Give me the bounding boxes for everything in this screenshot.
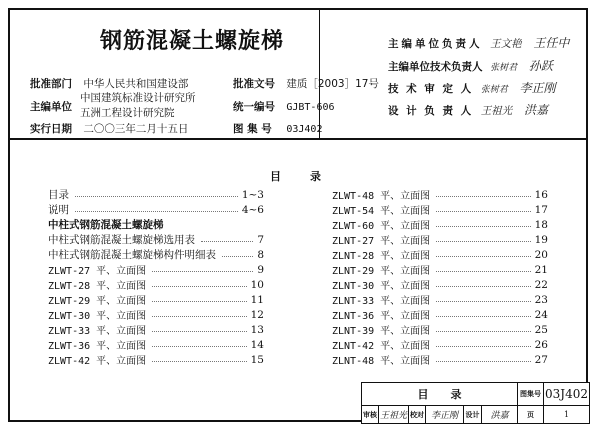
atlas-no-value: 03J402 <box>286 124 323 135</box>
design-signature: 洪嘉 <box>482 406 518 423</box>
toc-item-page: 4~6 <box>241 203 264 216</box>
toc-item-title: 目录 <box>48 189 69 201</box>
toc-item-page: 20 <box>534 248 548 261</box>
effective-date-label: 实行日期 <box>30 123 72 135</box>
leader-dots <box>201 241 253 242</box>
toc-item-page: 17 <box>534 203 548 216</box>
leader-dots <box>436 271 530 272</box>
title-block <box>361 382 590 424</box>
check-label: 校对 <box>409 406 426 423</box>
signature-row <box>388 57 553 74</box>
toc-item[interactable] <box>332 217 548 232</box>
toc-item-page: 7 <box>257 233 264 246</box>
toc-item-title: ZLWT-27 平、立面图 <box>48 266 147 277</box>
leader-dots <box>152 286 246 287</box>
leader-dots <box>222 256 253 257</box>
toc-item[interactable] <box>332 232 548 247</box>
toc-item-title: ZLWT-33 平、立面图 <box>48 326 147 337</box>
approval-doc-label: 批准文号 <box>233 78 275 90</box>
leader-dots <box>436 331 530 332</box>
atlas-no <box>233 121 322 136</box>
approval-dept-value: 中华人民共和国建设部 <box>83 78 189 90</box>
toc-item[interactable] <box>332 277 548 292</box>
signature-countersign: 孙跃 <box>528 59 553 73</box>
toc-item[interactable] <box>332 187 548 202</box>
leader-dots <box>436 196 530 197</box>
toc-item[interactable] <box>332 262 548 277</box>
toc-item-title: ZLNT-30 平、立面图 <box>332 281 431 292</box>
leader-dots <box>436 226 530 227</box>
sheet-title: 目 录 <box>362 383 518 406</box>
approval-dept-label: 批准部门 <box>30 78 72 90</box>
leader-dots <box>152 361 246 362</box>
signature-row <box>388 79 555 96</box>
leader-dots <box>152 271 253 272</box>
toc-item-title: 说明 <box>48 204 69 216</box>
toc-item-page: 12 <box>250 308 264 321</box>
toc-item[interactable] <box>48 247 264 262</box>
toc-item-page: 22 <box>534 278 548 291</box>
toc-item-title: ZLWT-60 平、立面图 <box>332 221 431 232</box>
toc-item[interactable] <box>48 337 264 352</box>
leader-dots <box>436 241 530 242</box>
document-title: 钢筋混凝土螺旋梯 <box>100 29 285 54</box>
leader-dots <box>436 286 530 287</box>
review-label: 审核 <box>362 406 379 423</box>
editor-unit-label: 主编单位 <box>30 101 72 113</box>
toc-section-heading <box>48 217 264 232</box>
approval-dept <box>30 76 188 91</box>
toc-item-page: 24 <box>534 308 548 321</box>
toc-item-page: 16 <box>534 188 548 201</box>
toc-item-page: 23 <box>534 293 548 306</box>
unified-no-label: 统一编号 <box>233 101 275 113</box>
signature-name: 张树君 <box>490 63 518 73</box>
toc-item-title: ZLWT-30 平、立面图 <box>48 311 147 322</box>
toc-item[interactable] <box>332 352 548 367</box>
atlas-no-label: 图 集 号 <box>233 123 272 135</box>
editor-unit-line1: 中国建筑标准设计研究所 <box>80 92 196 104</box>
toc-item-title: ZLNT-48 平、立面图 <box>332 356 431 367</box>
toc-item-page: 13 <box>250 323 264 336</box>
approval-doc <box>233 76 379 91</box>
toc-item[interactable] <box>48 232 264 247</box>
toc-item[interactable] <box>332 247 548 262</box>
toc-item-title: ZLWT-28 平、立面图 <box>48 281 147 292</box>
review-signature: 王祖光 <box>379 406 409 423</box>
signature-role: 技 术 审 定 人 <box>388 83 474 95</box>
toc-heading-left: 目 <box>270 170 281 183</box>
atlas-value: 03J402 <box>544 383 589 406</box>
toc-heading-right: 录 <box>310 170 321 183</box>
toc-item-title: ZLWT-42 平、立面图 <box>48 356 147 367</box>
toc-item-page: 18 <box>534 218 548 231</box>
toc-item-page: 9 <box>257 263 264 276</box>
unified-no <box>233 99 335 114</box>
unified-no-value: GJBT-606 <box>286 102 335 113</box>
leader-dots <box>436 211 530 212</box>
toc-item[interactable] <box>332 292 548 307</box>
leader-dots <box>152 331 246 332</box>
toc-item[interactable] <box>48 292 264 307</box>
toc-section-title: 中柱式钢筋混凝土螺旋梯 <box>48 219 164 231</box>
toc-item-title: ZLNT-42 平、立面图 <box>332 341 431 352</box>
toc-item[interactable] <box>332 337 548 352</box>
toc-item-title: 中柱式钢筋混凝土螺旋梯选用表 <box>48 234 195 246</box>
leader-dots <box>152 346 246 347</box>
check-signature: 李正刚 <box>426 406 464 423</box>
signature-role: 主编单位技术负责人 <box>388 61 483 73</box>
approval-doc-value: 建质［2003］17号 <box>286 78 379 90</box>
toc-item-page: 25 <box>534 323 548 336</box>
toc-item-title: ZLNT-36 平、立面图 <box>332 311 431 322</box>
toc-item[interactable] <box>332 307 548 322</box>
signature-name: 王文艳 <box>490 38 522 50</box>
toc-item[interactable] <box>48 322 264 337</box>
toc-item-page: 14 <box>250 338 264 351</box>
toc-item[interactable] <box>48 277 264 292</box>
signature-role: 设 计 负 责 人 <box>388 105 474 117</box>
toc-item-page: 15 <box>250 353 264 366</box>
toc-item[interactable] <box>332 202 548 217</box>
toc-item-page: 19 <box>534 233 548 246</box>
signature-countersign: 李正刚 <box>519 81 556 95</box>
toc-item-page: 11 <box>250 293 264 306</box>
toc-item[interactable] <box>48 352 264 367</box>
toc-item-page: 21 <box>534 263 548 276</box>
toc-item-page: 10 <box>250 278 264 291</box>
leader-dots <box>436 361 530 362</box>
toc-item-title: ZLWT-54 平、立面图 <box>332 206 431 217</box>
signature-name: 张树君 <box>480 85 508 95</box>
header-divider <box>8 138 588 140</box>
toc-item[interactable] <box>332 322 548 337</box>
atlas-label: 图集号 <box>518 383 544 406</box>
toc-item-page: 8 <box>257 248 264 261</box>
leader-dots <box>436 301 530 302</box>
toc-item-title: ZLNT-28 平、立面图 <box>332 251 431 262</box>
effective-date-value: 二〇〇三年二月十五日 <box>83 123 189 135</box>
leader-dots <box>436 346 530 347</box>
editor-unit-line2: 五洲工程设计研究院 <box>80 107 175 119</box>
leader-dots <box>152 301 246 302</box>
leader-dots <box>436 256 530 257</box>
toc-item-page: 27 <box>534 353 548 366</box>
signature-role: 主编单位负责人 <box>388 38 483 50</box>
design-label: 设计 <box>464 406 482 423</box>
effective-date <box>30 121 188 136</box>
leader-dots <box>152 316 246 317</box>
leader-dots <box>75 211 238 212</box>
page-number: 1 <box>563 410 570 419</box>
signature-name: 王祖光 <box>480 105 513 117</box>
signature-countersign: 王任中 <box>533 36 570 50</box>
toc-item-title: ZLWT-29 平、立面图 <box>48 296 147 307</box>
toc-item-title: ZLWT-36 平、立面图 <box>48 341 147 352</box>
signature-row <box>388 101 548 118</box>
leader-dots <box>75 196 238 197</box>
toc-item[interactable] <box>48 307 264 322</box>
editor-unit-label-wrap <box>30 99 74 114</box>
toc-item-title: ZLWT-48 平、立面图 <box>332 191 431 202</box>
toc-item[interactable] <box>48 202 264 217</box>
toc-item-page: 26 <box>534 338 548 351</box>
toc-item[interactable] <box>48 262 264 277</box>
signature-countersign: 洪嘉 <box>523 103 548 117</box>
toc-item[interactable] <box>48 187 264 202</box>
toc-item-title: ZLNT-39 平、立面图 <box>332 326 431 337</box>
page-label: 页 <box>518 406 544 423</box>
header-vertical-divider <box>319 8 320 139</box>
toc-item-page: 1~3 <box>241 188 264 201</box>
toc-item-title: 中柱式钢筋混凝土螺旋梯构件明细表 <box>48 249 216 261</box>
toc-item-title: ZLNT-33 平、立面图 <box>332 296 431 307</box>
signature-row <box>388 34 569 51</box>
toc-item-title: ZLNT-27 平、立面图 <box>332 236 431 247</box>
leader-dots <box>436 316 530 317</box>
toc-item-title: ZLNT-29 平、立面图 <box>332 266 431 277</box>
